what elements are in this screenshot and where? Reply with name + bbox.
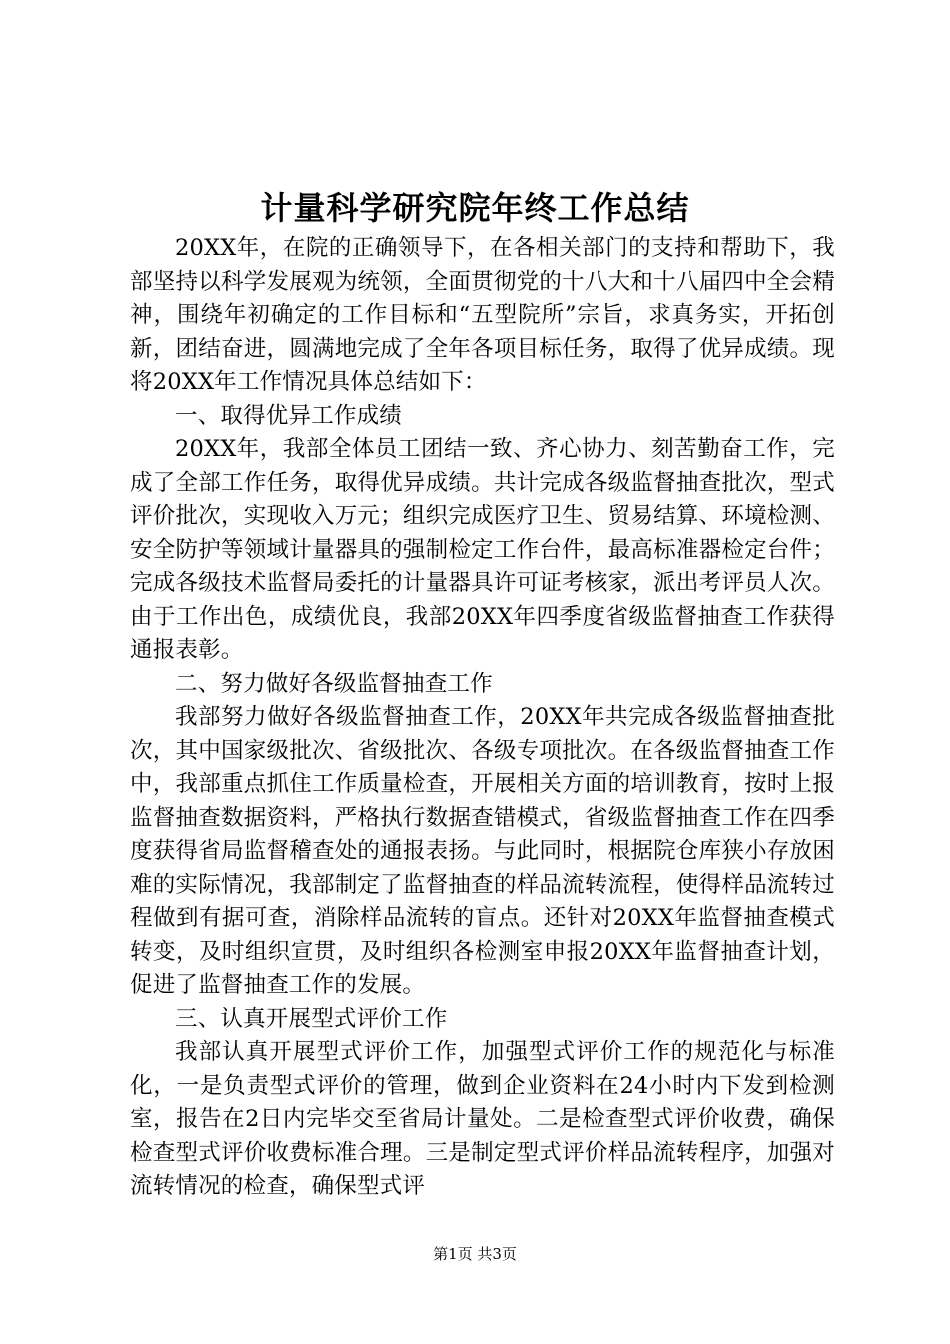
page-footer: 第1页 共3页: [433, 1245, 517, 1263]
section-heading-2: 二、努力做好各级监督抽查工作: [175, 670, 493, 697]
section-heading-3: 三、认真开展型式评价工作: [175, 1005, 448, 1032]
document-title: 计量科学研究院年终工作总结: [260, 189, 690, 227]
section-paragraph-1: 20XX年，我部全体员工团结一致、齐心协力、刻苦勤奋工作，完成了全部工作任务，取得优异成绩。共计完成各级监督抽查批次，型式评价批次，实现收入万元；组织完成医疗卫生、贸易结算、环境检测、安全防护等领域计量器具的强制检定工作台件，最高标准器检定台件；完成各级技术监督局委托的计量器具许可证考核家，派出考评员人次。由于工作出色，成绩优良，我部20XX年四季度省级监督抽查工作获得通报表彰。: [130, 436, 835, 663]
document-body: [130, 232, 835, 1204]
section-heading-1: 一、取得优异工作成绩: [175, 402, 403, 429]
section-paragraph-2: 我部努力做好各级监督抽查工作，20XX年共完成各级监督抽查批次，其中国家级批次、省级批次、各级专项批次。在各级监督抽查工作中，我部重点抓住工作质量检查，开展相关方面的培训教育，按时上报监督抽查数据资料，严格执行数据查错模式，省级监督抽查工作在四季度获得省局监督稽查处的通报表扬。与此同时，根据院仓库狭小存放困难的实际情况，我部制定了监督抽查的样品流转流程，使得样品流转过程做到有据可查，消除样品流转的盲点。还针对20XX年监督抽查模式转变，及时组织宣贯，及时组织各检测室申报20XX年监督抽查计划，促进了监督抽查工作的发展。: [130, 704, 835, 998]
intro-paragraph: 20XX年，在院的正确领导下，在各相关部门的支持和帮助下，我部坚持以科学发展观为统领，全面贯彻党的十八大和十八届四中全会精神，围绕年初确定的工作目标和“五型院所”宗旨，求真务实，开拓创新，团结奋进，圆满地完成了全年各项目标任务，取得了优异成绩。现将20XX年工作情况具体总结如下：: [130, 235, 835, 395]
section-paragraph-3: 我部认真开展型式评价工作，加强型式评价工作的规范化与标准化，一是负责型式评价的管理，做到企业资料在24小时内下发到检测室，报告在2日内完毕交至省局计量处。二是检查型式评价收费，确保检查型式评价收费标准合理。三是制定型式评价样品流转程序，加强对流转情况的检查，确保型式评: [130, 1039, 835, 1199]
